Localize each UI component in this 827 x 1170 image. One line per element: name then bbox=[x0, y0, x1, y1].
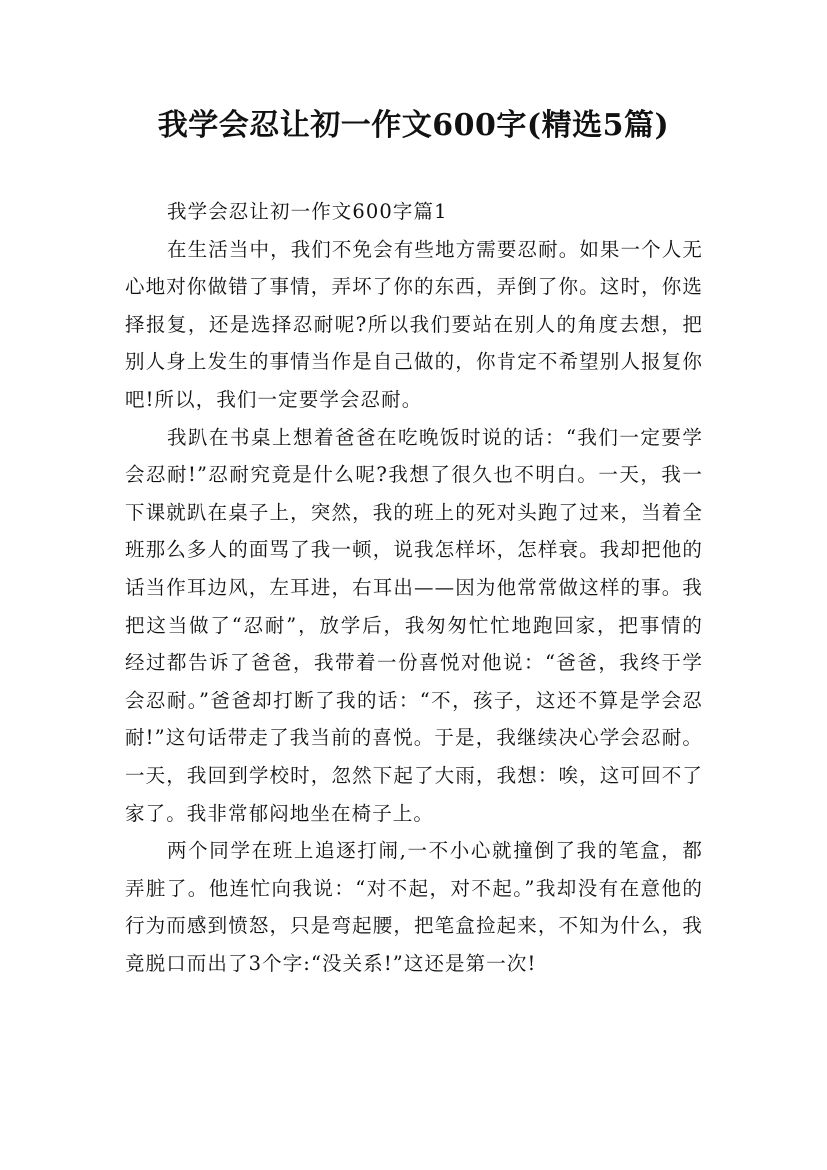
paragraph-3: 两个同学在班上追逐打闹,一不小心就撞倒了我的笔盒，都弄脏了。他连忙向我说：“对不起，对不起。”我却没有在意他的行为而感到愤怒，只是弯起腰，把笔盒捡起来，不知为什么，我竟脱口而出了3个字:“没关系!”这还是第一次! bbox=[125, 839, 703, 975]
paragraph-1: 在生活当中，我们不免会有些地方需要忍耐。如果一个人无心地对你做错了事情，弄坏了你的东西，弄倒了你。这时，你选择报复，还是选择忍耐呢?所以我们要站在别人的角度去想，把别人身上发生的事情当作是自己做的，你肯定不希望别人报复你吧!所以，我们一定要学会忍耐。 bbox=[125, 237, 703, 411]
document-title: 我学会忍让初一作文600字(精选5篇) bbox=[157, 108, 670, 143]
document-body bbox=[125, 193, 703, 982]
section-heading: 我学会忍让初一作文600字篇1 bbox=[167, 200, 448, 223]
paragraph-2: 我趴在书桌上想着爸爸在吃晚饭时说的话：“我们一定要学会忍耐!”忍耐究竟是什么呢?我想了很久也不明白。一天，我一下课就趴在桌子上，突然，我的班上的死对头跑了过来，当着全班那么多人的面骂了我一顿，说我怎样坏，怎样衰。我却把他的话当作耳边风，左耳进，右耳出——因为他常常做这样的事。我把这当做了“忍耐”，放学后，我匆匆忙忙地跑回家，把事情的经过都告诉了爸爸，我带着一份喜悦对他说：“爸爸，我终于学会忍耐。”爸爸却打断了我的话：“不，孩子，这还不算是学会忍耐!”这句话带走了我当前的喜悦。于是，我继续决心学会忍耐。一天，我回到学校时，忽然下起了大雨，我想：唉，这可回不了家了。我非常郁闷地坐在椅子上。 bbox=[125, 425, 703, 825]
